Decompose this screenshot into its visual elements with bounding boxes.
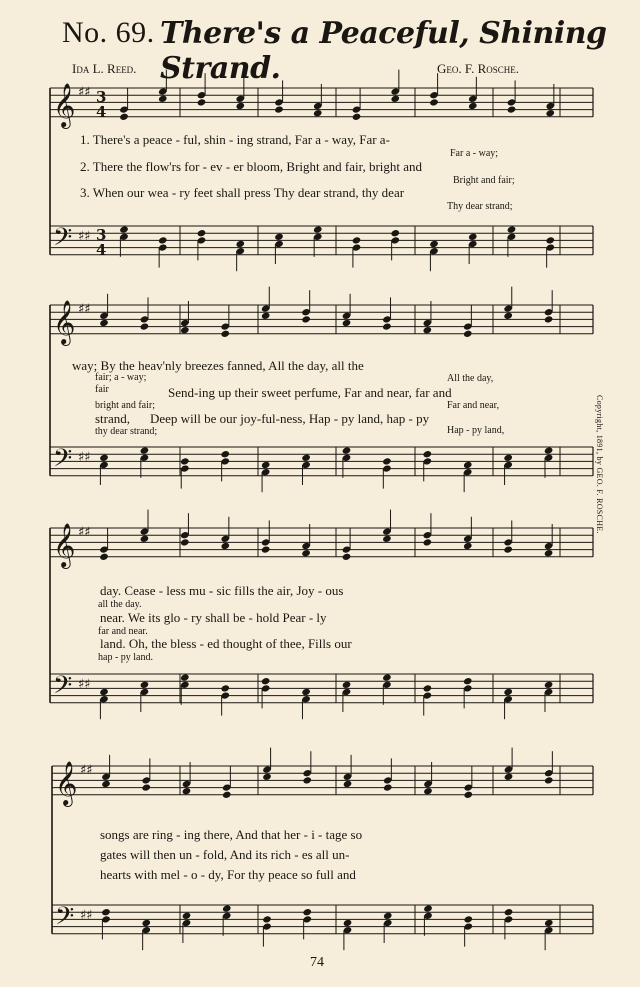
lyric-s3-verse3: land. Oh, the bless - ed thought of thee, Fills our xyxy=(100,636,352,651)
note-head xyxy=(544,919,554,927)
note-head xyxy=(382,457,392,465)
note-head xyxy=(463,915,473,923)
lyricist-credit: Ida L. Reed. xyxy=(72,61,137,76)
note-head xyxy=(423,538,433,546)
time-signature: 3 xyxy=(96,226,107,244)
note-head xyxy=(423,684,433,692)
note-head xyxy=(382,535,392,543)
note-head xyxy=(342,681,352,689)
note-head xyxy=(99,319,109,327)
time-signature: 3 xyxy=(96,88,107,106)
note-head xyxy=(301,454,311,462)
lyric-s4-verse1: songs are ring - ing there, And that her - i - tage so xyxy=(100,827,363,842)
note-head xyxy=(352,236,362,244)
note-head xyxy=(119,225,129,233)
note-head xyxy=(220,450,230,458)
echo-s1-1: Far a - way; xyxy=(450,148,499,159)
note-head xyxy=(141,919,151,927)
note-head xyxy=(463,461,473,469)
note-head xyxy=(507,225,517,233)
note-head xyxy=(180,457,190,465)
note-head xyxy=(235,240,245,248)
note-head xyxy=(158,236,168,244)
note-head xyxy=(99,688,109,696)
note-head xyxy=(382,322,392,330)
note-head xyxy=(313,109,323,117)
echo-s2-3: Hap - py land, xyxy=(447,425,505,436)
note-head xyxy=(101,908,111,916)
echo-s2-1: All the day, xyxy=(447,373,494,384)
note-head xyxy=(423,787,433,795)
note-head xyxy=(140,535,150,543)
note-head xyxy=(423,326,433,334)
note-head xyxy=(197,98,207,106)
note-head xyxy=(119,113,129,121)
note-head xyxy=(302,908,312,916)
start-s2-2: bright and fair; xyxy=(95,400,155,411)
note-head xyxy=(235,102,245,110)
note-head xyxy=(222,904,232,912)
note-head xyxy=(140,322,150,330)
lyric-s3-verse1: day. Cease - less mu - sic fills the air, Joy - ous xyxy=(100,583,344,598)
note-head xyxy=(463,791,473,799)
note-head xyxy=(274,233,284,241)
note-head xyxy=(141,783,151,791)
sharp-icon: ♯♯ xyxy=(78,450,91,465)
note-head xyxy=(503,688,513,696)
lyric-s1-verse1: 1. There's a peace - ful, shin - ing strand, Far a - way, Far a- xyxy=(80,132,390,147)
note-head xyxy=(158,95,168,103)
note-head xyxy=(468,102,478,110)
page-number: 74 xyxy=(310,955,324,970)
lyric-s4-verse3: hearts with mel - o - dy, For thy peace so full and xyxy=(100,867,356,882)
note-head xyxy=(383,912,393,920)
sharp-icon: ♯♯ xyxy=(78,85,91,100)
bass-clef-icon: 𝄢 xyxy=(53,223,73,258)
echo-s2-2: Far and near, xyxy=(447,400,500,411)
note-head xyxy=(342,319,352,327)
sharp-icon: ♯♯ xyxy=(78,677,91,692)
note-head xyxy=(99,454,109,462)
echo-s3-2: far and near. xyxy=(98,626,148,637)
note-head xyxy=(544,776,554,784)
time-signature: 4 xyxy=(96,103,107,121)
time-signature: 4 xyxy=(96,241,107,259)
composer-credit: Geo. F. Rosche. xyxy=(437,61,519,76)
note-head xyxy=(220,684,230,692)
lyric-s2-verse1: way; By the heav'nly breezes fanned, All the day, all the xyxy=(72,358,364,373)
lyric-s4-verse2: gates will then un - fold, And its rich - es all un- xyxy=(100,847,350,862)
note-head xyxy=(313,225,323,233)
note-head xyxy=(343,780,353,788)
note-head xyxy=(503,312,513,320)
note-head xyxy=(545,109,555,117)
note-head xyxy=(180,538,190,546)
note-head xyxy=(182,787,192,795)
note-head xyxy=(352,113,362,121)
note-head xyxy=(343,919,353,927)
start-s2-3: strand, xyxy=(95,411,131,426)
note-head xyxy=(274,105,284,113)
echo-s3-1: all the day. xyxy=(98,599,142,610)
sharp-icon: ♯♯ xyxy=(78,229,91,244)
note-head xyxy=(504,908,514,916)
treble-clef-icon: 𝄞 xyxy=(53,523,76,567)
note-head xyxy=(302,776,312,784)
note-head xyxy=(342,446,352,454)
note-head xyxy=(544,315,554,323)
note-head xyxy=(463,542,473,550)
note-head xyxy=(429,240,439,248)
note-head xyxy=(301,315,311,323)
lyric-s3-verse2: near. We its glo - ry shall be - hold Pear - ly xyxy=(100,610,327,625)
note-head xyxy=(544,681,554,689)
note-head xyxy=(301,688,311,696)
lyric-s2-verse3: Deep will be our joy-ful-ness, Hap - py land, hap - py xyxy=(150,411,430,426)
bass-clef-icon: 𝄢 xyxy=(53,444,73,479)
note-head xyxy=(423,450,433,458)
note-head xyxy=(503,454,513,462)
note-head xyxy=(507,105,517,113)
note-head xyxy=(503,545,513,553)
note-head xyxy=(180,326,190,334)
note-head xyxy=(140,681,150,689)
sharp-icon: ♯♯ xyxy=(80,908,93,923)
note-head xyxy=(463,330,473,338)
note-head xyxy=(140,446,150,454)
note-head xyxy=(261,545,271,553)
echo-s2-1-left: fair xyxy=(95,384,109,395)
sharp-icon: ♯♯ xyxy=(80,763,93,778)
hymn-title: There's a Peaceful, Shining Strand. xyxy=(160,16,607,86)
note-head xyxy=(383,783,393,791)
note-head xyxy=(262,773,272,781)
note-head xyxy=(262,915,272,923)
start-s2-1: fair; a - way; xyxy=(95,372,147,383)
note-head xyxy=(220,330,230,338)
hymn-number: No. 69. xyxy=(62,16,155,49)
echo-s1-3: Thy dear strand; xyxy=(447,201,513,212)
treble-clef-icon: 𝄞 xyxy=(55,761,78,805)
lyric-s1-verse3: 3. When our wea - ry feet shall press Thy dear strand, thy dear xyxy=(80,185,405,200)
echo-s2-3-left: thy dear strand; xyxy=(95,426,158,437)
echo-s1-2: Bright and fair; xyxy=(453,175,515,186)
note-head xyxy=(342,553,352,561)
sharp-icon: ♯♯ xyxy=(78,302,91,317)
note-head xyxy=(545,236,555,244)
note-head xyxy=(261,312,271,320)
treble-clef-icon: 𝄞 xyxy=(53,300,76,344)
note-head xyxy=(220,542,230,550)
note-head xyxy=(463,677,473,685)
note-head xyxy=(390,95,400,103)
note-head xyxy=(423,904,433,912)
note-head xyxy=(544,549,554,557)
note-head xyxy=(382,673,392,681)
echo-s3-3: hap - py land. xyxy=(98,652,153,663)
treble-clef-icon: 𝄞 xyxy=(53,83,76,127)
note-head xyxy=(261,677,271,685)
note-head xyxy=(468,233,478,241)
note-head xyxy=(544,446,554,454)
bass-clef-icon: 𝄢 xyxy=(55,902,75,937)
sharp-icon: ♯♯ xyxy=(78,525,91,540)
note-head xyxy=(180,673,190,681)
note-head xyxy=(390,229,400,237)
note-head xyxy=(182,912,192,920)
note-head xyxy=(429,98,439,106)
note-head xyxy=(301,549,311,557)
lyric-s2-verse2: Send-ing up their sweet perfume, Far and near, far and xyxy=(168,385,452,400)
lyric-s1-verse2: 2. There the flow'rs for - ev - er bloom, Bright and fair, bright and xyxy=(80,159,423,174)
copyright-notice: Copyright, 1891, by GEO. F. ROSCHE. xyxy=(595,395,604,534)
note-head xyxy=(99,553,109,561)
note-head xyxy=(101,780,111,788)
note-head xyxy=(504,773,514,781)
note-head xyxy=(197,229,207,237)
note-head xyxy=(261,461,271,469)
bass-clef-icon: 𝄢 xyxy=(53,671,73,706)
note-head xyxy=(222,791,232,799)
